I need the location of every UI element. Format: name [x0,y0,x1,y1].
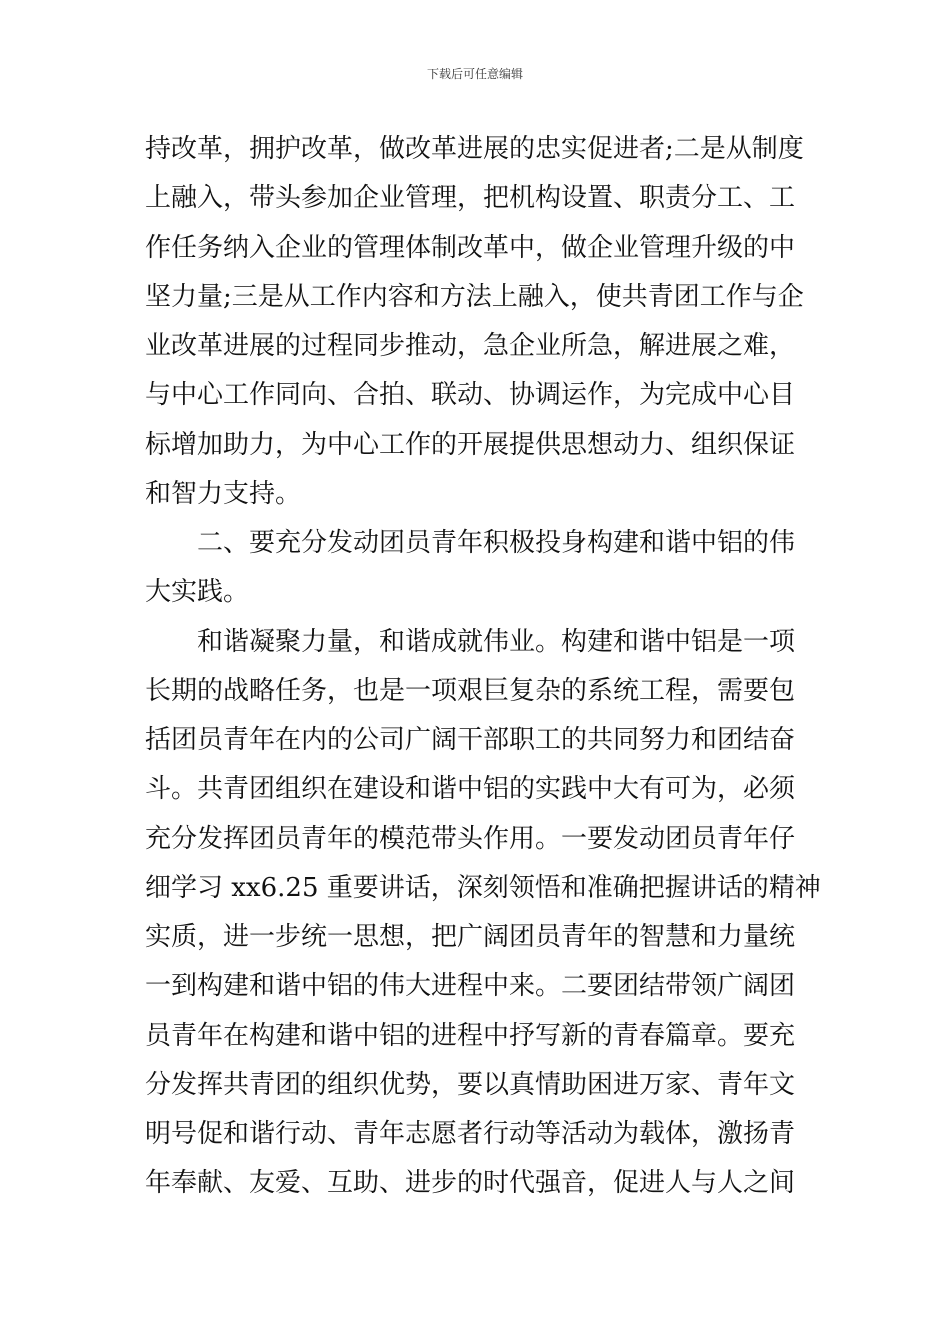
section-heading: 二、要充分发动团员青年积极投身构建和谐中铝的伟 [197,528,796,558]
text-line: 明号促和谐行动、青年志愿者行动等活动为载体，激扬青 [145,1119,796,1149]
page-header: 下载后可任意编辑 [426,67,523,81]
text-line: 细学习 xx6.25 重要讲话，深刻领悟和准确把握讲话的精神 [145,872,821,903]
section-heading-continued: 大实践。 [145,577,250,608]
text-line: 员青年在构建和谐中铝的进程中抒写新的青春篇章。要充 [145,1020,796,1051]
text-line: 和智力支持。 [145,478,302,509]
text-line: 标增加助力，为中心工作的开展提供思想动力、组织保证 [145,429,796,460]
text-line: 年奉献、友爱、互助、进步的时代强音，促进人与人之间 [145,1168,796,1199]
text-line: 实质，进一步统一思想，把广阔团员青年的智慧和力量统 [145,922,796,952]
paragraph-start-line: 和谐凝聚力量，和谐成就伟业。构建和谐中铝是一项 [197,626,796,657]
text-line: 持改革，拥护改革，做改革进展的忠实促进者;二是从制度 [145,134,804,164]
text-line: 斗。共青团组织在建设和谐中铝的实践中大有可为，必须 [145,774,796,805]
document-body [145,125,821,1209]
text-line: 充分发挥团员青年的模范带头作用。一要发动团员青年仔 [145,823,796,854]
text-line: 上融入，带头参加企业管理，把机构设置、职责分工、工 [145,183,796,214]
text-line: 分发挥共青团的组织优势，要以真情助困进万家、青年文 [145,1069,796,1100]
text-line: 与中心工作同向、合拍、联动、协调运作，为完成中心目 [145,380,796,411]
text-line: 一到构建和谐中铝的伟大进程中来。二要团结带领广阔团 [145,971,796,1002]
text-line: 作任务纳入企业的管理体制改革中，做企业管理升级的中 [145,232,796,263]
text-line: 业改革进展的过程同步推动，急企业所急，解进展之难， [145,331,796,361]
text-line: 坚力量;三是从工作内容和方法上融入，使共青团工作与企 [145,281,804,312]
text-line: 括团员青年在内的公司广阔干部职工的共同努力和团结奋 [145,725,796,755]
text-line: 长期的战略任务，也是一项艰巨复杂的系统工程，需要包 [145,675,796,706]
